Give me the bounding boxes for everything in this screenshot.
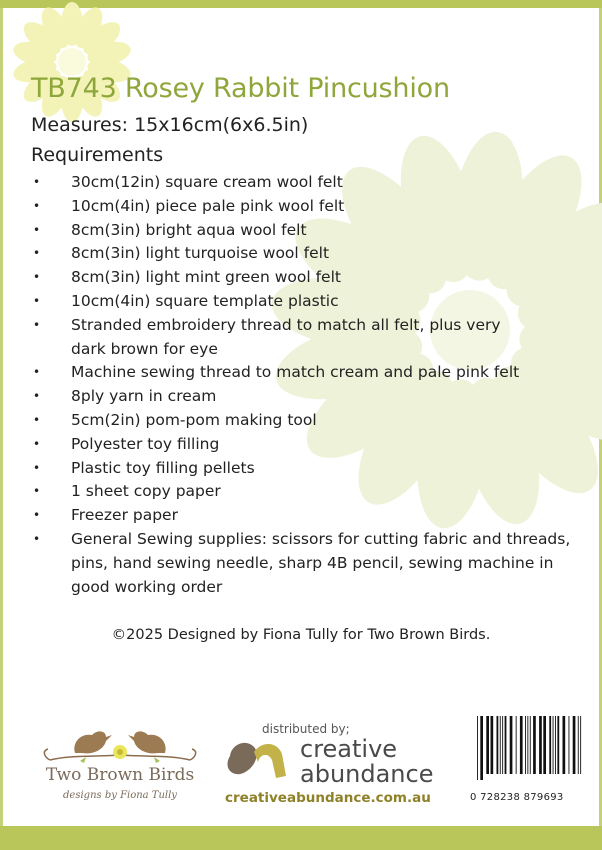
bullet: • xyxy=(33,222,41,237)
measures-text: Measures: 15x16cm(6x6.5in) xyxy=(31,114,309,136)
bullet: • xyxy=(33,175,41,189)
barcode-bar xyxy=(505,716,507,774)
barcode-bar xyxy=(516,716,517,774)
barcode-bar xyxy=(557,716,559,774)
barcode-bar xyxy=(525,716,526,774)
barcode-bar xyxy=(549,716,551,774)
barcode-bar xyxy=(497,716,499,774)
barcode-bar xyxy=(569,716,570,774)
requirement-item: • Machine sewing thread to match cream and pale pink felt xyxy=(33,361,573,385)
barcode-bar xyxy=(563,716,566,774)
bullet: • xyxy=(33,436,41,451)
bullet: • xyxy=(33,531,41,546)
barcode-bar xyxy=(520,716,523,774)
copyright-text: ©2025 Designed by Fiona Tully for Two Brown Birds. xyxy=(111,627,491,643)
barcode-bar xyxy=(500,716,501,774)
requirement-item: • Freezer paper xyxy=(33,504,573,528)
bullet: • xyxy=(33,389,41,404)
barcode-bar xyxy=(553,716,554,774)
barcode-number: 0 728238 879693 xyxy=(470,792,564,803)
bullet: • xyxy=(33,508,41,523)
barcode xyxy=(474,716,584,780)
barcode-bar xyxy=(580,716,581,774)
requirement-item: • General Sewing supplies: scissors for cutting fabric and threads, pins, hand sewing needle, sharp 4B pencil, sewing machine in good working order xyxy=(33,529,571,596)
bullet: • xyxy=(33,460,41,475)
barcode-bar xyxy=(491,716,494,774)
barcode-bar xyxy=(530,716,531,774)
abundance-wordmark: abundance xyxy=(300,760,434,788)
barcode-bar xyxy=(510,716,513,774)
requirements-heading: Requirements xyxy=(31,144,164,166)
creative-wordmark: creative xyxy=(300,735,398,763)
flower-center xyxy=(58,48,86,76)
requirement-item: • Stranded embroidery thread to match all felt, plus very dark brown for eye xyxy=(33,315,501,358)
requirement-item: • 5cm(2in) pom-pom making tool xyxy=(33,409,573,433)
requirement-item: • 10cm(4in) square template plastic xyxy=(33,290,573,314)
bullet: • xyxy=(33,365,41,380)
requirement-item: • 8cm(3in) light mint green wool felt xyxy=(33,266,573,290)
barcode-bar xyxy=(477,716,478,780)
barcode-bar xyxy=(527,716,528,774)
barcode-bar xyxy=(539,716,542,774)
requirement-item: • Polyester toy filling xyxy=(33,433,573,457)
bullet: • xyxy=(33,317,41,332)
requirement-item: • 8cm(3in) bright aqua wool felt xyxy=(33,219,573,243)
requirements-list xyxy=(33,171,573,599)
bullet: • xyxy=(33,198,41,213)
page-title: TB743 Rosey Rabbit Pincushion xyxy=(31,73,450,104)
small-flower-graphic xyxy=(11,2,133,122)
bullet: • xyxy=(33,412,41,427)
barcode-bar xyxy=(555,716,556,774)
requirement-item: • 1 sheet copy paper xyxy=(33,480,573,504)
barcode-bar xyxy=(486,716,489,774)
requirement-item: • 8ply yarn in cream xyxy=(33,385,573,409)
requirement-item: • 10cm(4in) piece pale pink wool felt xyxy=(33,195,573,219)
bullet: • xyxy=(33,484,41,499)
barcode-bar xyxy=(480,716,483,780)
bullet: • xyxy=(33,246,41,261)
requirement-item: • Plastic toy filling pellets xyxy=(33,457,573,481)
barcode-bar xyxy=(573,716,576,774)
requirement-item: • 30cm(12in) square cream wool felt xyxy=(33,171,573,195)
barcode-bar xyxy=(502,716,503,774)
two-brown-birds-tagline: designs by Fiona Tully xyxy=(63,790,177,801)
barcode-bar xyxy=(578,716,579,774)
bullet: • xyxy=(33,270,41,285)
website-url: creativeabundance.com.au xyxy=(225,790,431,806)
barcode-bar xyxy=(543,716,546,774)
barcode-bar xyxy=(533,716,536,774)
bullet: • xyxy=(33,293,41,308)
distributed-by-label: distributed by; xyxy=(262,722,350,736)
two-brown-birds-name: Two Brown Birds xyxy=(45,765,195,785)
requirement-item: • 8cm(3in) light turquoise wool felt xyxy=(33,242,573,266)
